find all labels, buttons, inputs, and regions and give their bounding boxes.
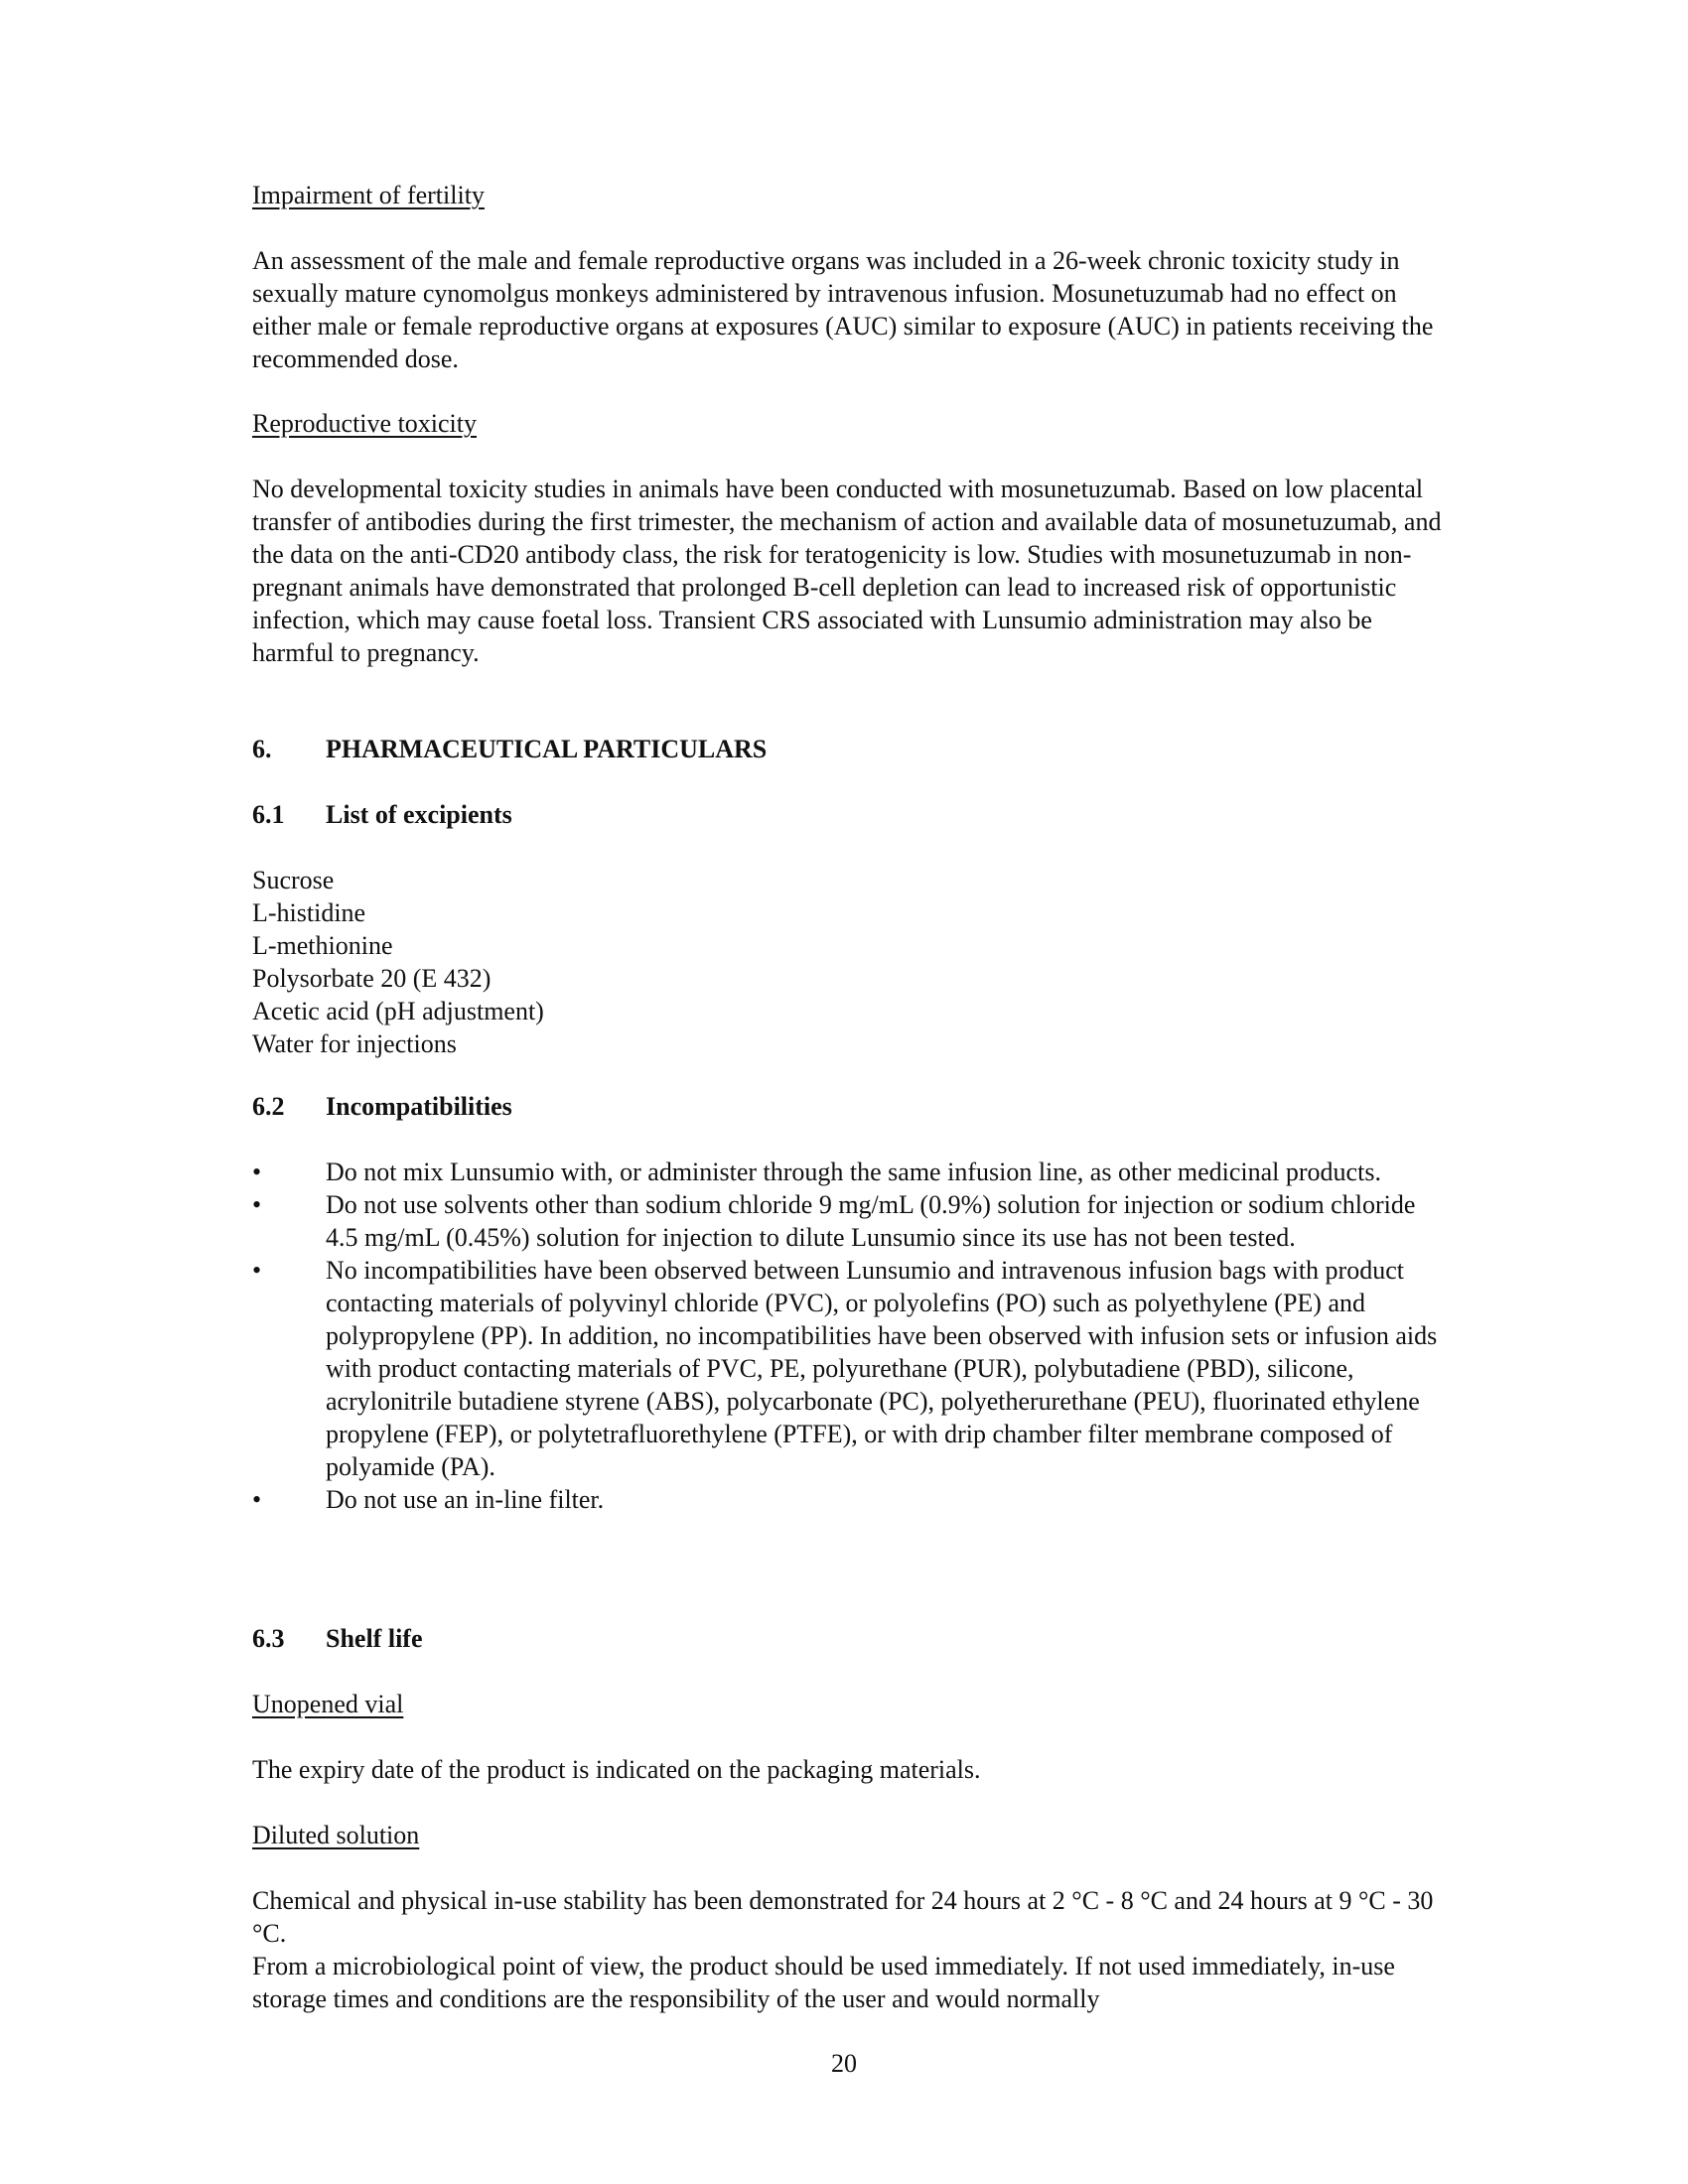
section-6-2-heading	[252, 1090, 1444, 1123]
section-6-2-number: 6.2	[252, 1092, 285, 1121]
excipient-item: L-histidine	[252, 898, 366, 927]
section-6-3-number: 6.3	[252, 1624, 285, 1653]
bullet-text: No incompatibilities have been observed between Lunsumio and intravenous infusion bags with product contacting materials of polyvinyl chloride (PVC), or polyolefins (PO) such as polyethylene (PE) and polypropylene (PP). In addition, no incompatibilities have been observed with infusion sets or infusion aids with product contacting materials of PVC, PE, polyurethane (PUR), polybutadiene (PBD), silicone, acrylonitrile butadiene styrene (ABS), polycarbonate (PC), polyetherurethane (PEU), fluorinated ethylene propylene (FEP), or polytetrafluorethylene (PTFE), or with drip chamber filter membrane composed of polyamide (PA).	[326, 1256, 1438, 1481]
bullet-icon: •	[252, 1190, 262, 1219]
excipient-item: Sucrose	[252, 866, 335, 894]
bullet-text: Do not use solvents other than sodium chloride 9 mg/mL (0.9%) solution for injection or sodium chloride 4.5 mg/mL (0.45%) solution for injection to dilute Lunsumio since its use has not been tested.	[326, 1190, 1416, 1252]
section-6-number: 6.	[252, 735, 272, 763]
section-6-1-number: 6.1	[252, 800, 285, 829]
fertility-paragraph: An assessment of the male and female reproductive organs was included in a 26-week chronic toxicity study in sexually mature cynomolgus monkeys administered by intravenous infusion. Mosunetuzumab had no effect on either male or female reproductive organs at exposures (AUC) similar to exposure (AUC) in patients receiving the recommended dose.	[252, 246, 1434, 373]
list-item	[252, 1483, 1444, 1516]
incompatibilities-list	[252, 1156, 1444, 1516]
repro-heading: Reproductive toxicity	[252, 409, 478, 438]
excipient-item: Water for injections	[252, 1029, 457, 1058]
fertility-heading: Impairment of fertility	[252, 181, 485, 209]
unopened-vial-heading: Unopened vial	[252, 1690, 404, 1718]
excipient-item: Polysorbate 20 (E 432)	[252, 964, 492, 993]
unopened-vial-text: The expiry date of the product is indicated on the packaging materials.	[252, 1755, 981, 1784]
bullet-icon: •	[252, 1485, 262, 1514]
section-6-2-title: Incompatibilities	[326, 1092, 512, 1121]
document-page	[252, 0, 1444, 2184]
list-item	[252, 1188, 1444, 1254]
bullet-text: Do not use an in-line filter.	[326, 1485, 605, 1514]
repro-paragraph: No developmental toxicity studies in animals have been conducted with mosunetuzumab. Based on low placental transfer of antibodies during the first trimester, the mechanism of action and available data of mosunetuzumab, and the data on the anti-CD20 antibody class, the risk for teratogenicity is low. Studies with mosunetuzumab in non-pregnant animals have demonstrated that prolonged B-cell depletion can lead to increased risk of opportunistic infection, which may cause foetal loss. Transient CRS associated with Lunsumio administration may also be harmful to pregnancy.	[252, 475, 1442, 667]
list-item	[252, 1156, 1444, 1188]
excipient-item: L-methionine	[252, 931, 393, 960]
section-6-3-heading	[252, 1622, 1444, 1655]
excipient-item: Acetic acid (pH adjustment)	[252, 997, 544, 1025]
diluted-solution-text	[252, 1884, 1444, 2015]
section-6-1-heading	[252, 798, 1444, 831]
page-number: 20	[831, 2049, 857, 2078]
section-6-3-title: Shelf life	[326, 1624, 423, 1653]
list-item	[252, 1254, 1444, 1483]
diluted-microbiological-text: From a microbiological point of view, the product should be used immediately. If not used immediately, in-use storage times and conditions are the responsibility of the user and would normally	[252, 1952, 1395, 2013]
section-6-1-title: List of excipients	[326, 800, 512, 829]
section-6-title: PHARMACEUTICAL PARTICULARS	[326, 735, 768, 763]
bullet-text: Do not mix Lunsumio with, or administer through the same infusion line, as other medicinal products.	[326, 1158, 1381, 1186]
diluted-stability-text: Chemical and physical in-use stability has been demonstrated for 24 hours at 2 °C - 8 °C and 24 hours at 9 °C - 30 °C.	[252, 1886, 1434, 1948]
bullet-icon: •	[252, 1256, 262, 1285]
section-6-heading	[252, 733, 1444, 765]
bullet-icon: •	[252, 1158, 262, 1186]
diluted-solution-heading: Diluted solution	[252, 1821, 420, 1849]
excipients-list	[252, 864, 1444, 1060]
